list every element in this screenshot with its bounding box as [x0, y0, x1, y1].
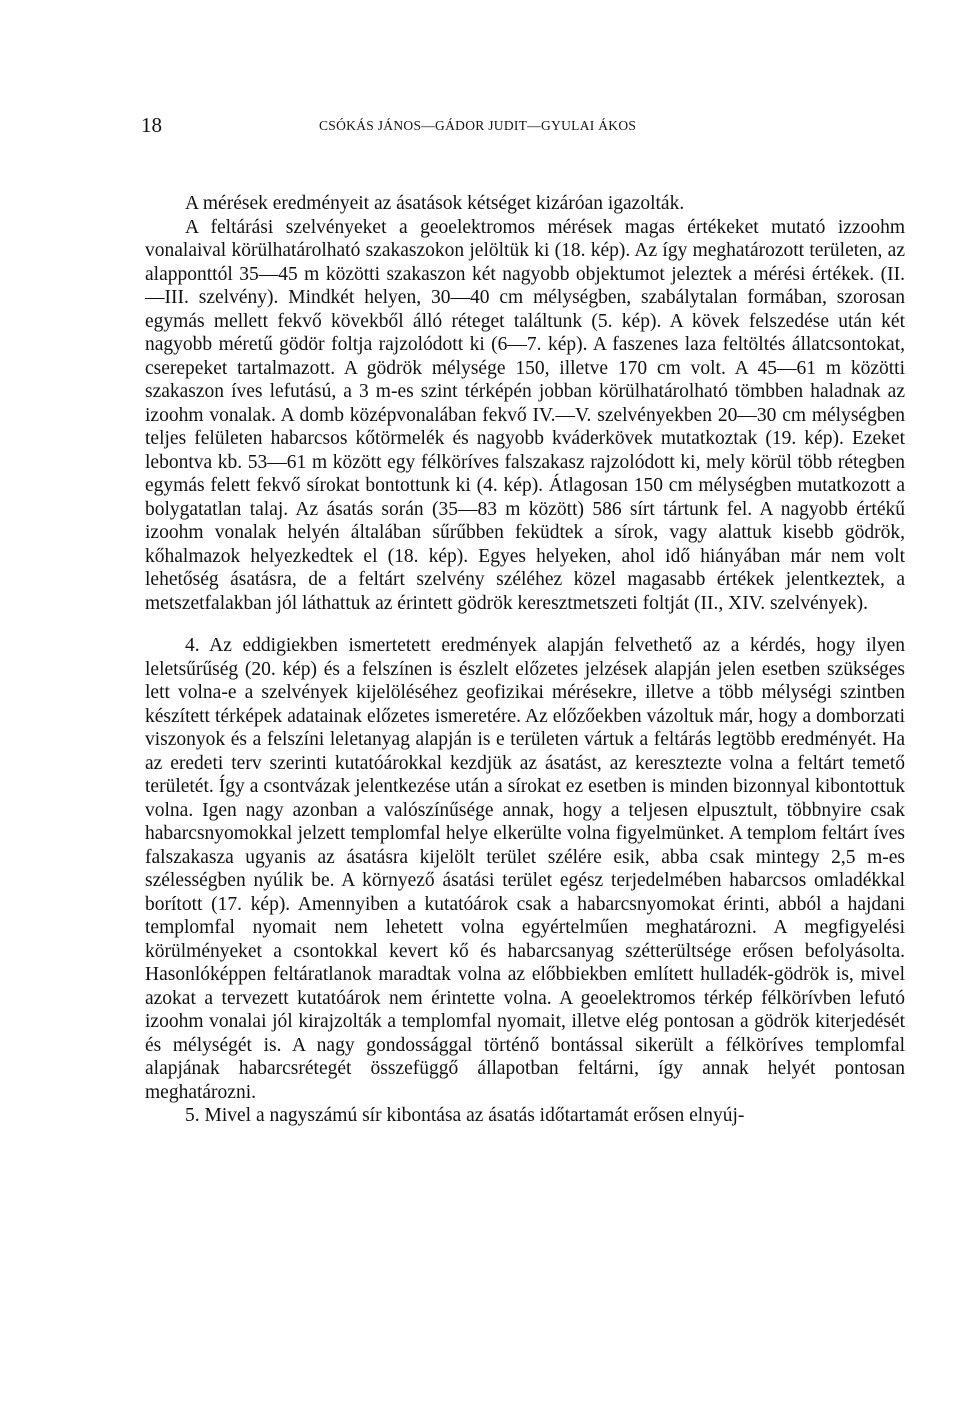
page-number: 18 [141, 113, 162, 137]
paragraph-section-4: 4. Az eddigiekben ismertetett eredmények alapján felvethető az a kérdés, hogy ilyen leletsűrűség (20. kép) és a felszínen is észlelt előzetes jelzések alapján jelen esetben szükséges lett volna-e a szelvények kijelöléséhez geofizikai mérésekre, illetve a több mélységi szintben készített térképek adatainak előzetes ismeretére. Az előzőekben vázoltuk már, hogy a domborzati viszonyok és a felszíni leletanyag alapján is e területen vártuk a feltárás legtöbb eredményét. Ha az eredeti terv szerinti kutatóárokkal kezdjük az ásatást, az keresztezte volna a feltárt temető területét. Így a csontvázak jelentkezése után a sírokat ez esetben is minden bizonnyal kibontottuk volna. Igen nagy azonban a valószínűsége annak, hogy a teljesen elpusztult, többnyire csak habarcsnyomokkal jelzett templomfal helye elkerülte volna figyelmünket. A templom feltárt íves falszakasza ugyanis az ásatásra kijelölt terület szélére esik, abba csak mintegy 2,5 m-es szélességben nyúlik be. A környező ásatási terület egész terjedelmében habarcsos omladékkal borított (17. kép). Amennyiben a kutatóárok csak a habarcsnyomokat érinti, abból a hajdani templomfal nyomait nem lehetett volna egyértelműen meghatározni. A megfigyelési körülményeket a csontokkal kevert kő és habarcsanyag szétterültsége erősen befolyásolta. Hasonlóképpen feltáratlanok maradtak volna az előbbiekben említett hulladék-gödrök is, mivel azokat a tervezett kutatóárok nem érintette volna. A geoelektromos térkép félkörívben lefutó izoohm vonalai jól kirajzolták a templomfal nyomait, illetve elég pontosan a gödrök kiterjedését és mélységét is. A nagy gondossággal történő bontással sikerült a félköríves templomfal alapjának habarcsrétegét összefüggő állapotban feltárni, így annak helyét pontosan meghatározni. [145, 635, 905, 1103]
body-text [145, 192, 905, 1128]
paragraph-summary: A mérések eredményeit az ásatások kétséget kizáróan igazolták. [185, 193, 685, 214]
running-head [141, 113, 821, 143]
running-head-authors: CSÓKÁS JÁNOS—GÁDOR JUDIT—GYULAI ÁKOS [319, 118, 637, 133]
paragraph-excavation: A feltárási szelvényeket a geoelektromos mérések magas értékeket mutató izzoohm vonalaival körülhatárolható szakaszokon jelöltük ki (18. kép). Az így meghatározott területen, az alapponttól 35—45 m közötti szakaszon két nagyobb objektumot jeleztek a mérési értékek. (II.—III. szelvény). Mindkét helyen, 30—40 cm mélységben, szabálytalan formában, szorosan egymás mellett fekvő kövekből álló réteget találtunk (5. kép). A kövek felszedése után két nagyobb méretű gödör foltja rajzolódott ki (6—7. kép). A faszenes laza feltöltés állatcsontokat, cserepeket tartalmazott. A gödrök mélysége 150, illetve 170 cm volt. A 45—61 m közötti szakaszon íves lefutású, a 3 m-es szint térképén jobban körülhatárolható tömbben haladnak az izoohm vonalak. A domb középvonalában fekvő IV.—V. szelvényekben 20—30 cm mélységben teljes felületen habarcsos kőtörmelék és nagyobb kváderkövek mutatkoztak (19. kép). Ezeket lebontva kb. 53—61 m között egy félköríves falszakasz rajzolódott ki, mely körül több rétegben egymás felett fekvő sírokat bontottunk ki (4. kép). Átlagosan 150 cm mélységben mutatkozott a bolygatatlan talaj. Az ásatás során (35—83 m között) 586 sírt tártunk fel. A nagyobb értékű izoohm vonalak helyén általában sűrűbben feküdtek a sírok, vagy alattuk kisebb gödrök, kőhalmazok helyezkedtek el (18. kép). Egyes helyeken, ahol idő hiányában már nem volt lehetőség ásatásra, de a feltárt szelvény széléhez közel magasabb értékek jelentkeztek, a metszetfalakban jól láthattuk az érintett gödrök keresztmetszeti foltját (II., XIV. szelvények). [145, 216, 905, 614]
paragraph-section-5: 5. Mivel a nagyszámú sír kibontása az ásatás időtartamát erősen elnyúj- [185, 1105, 745, 1126]
